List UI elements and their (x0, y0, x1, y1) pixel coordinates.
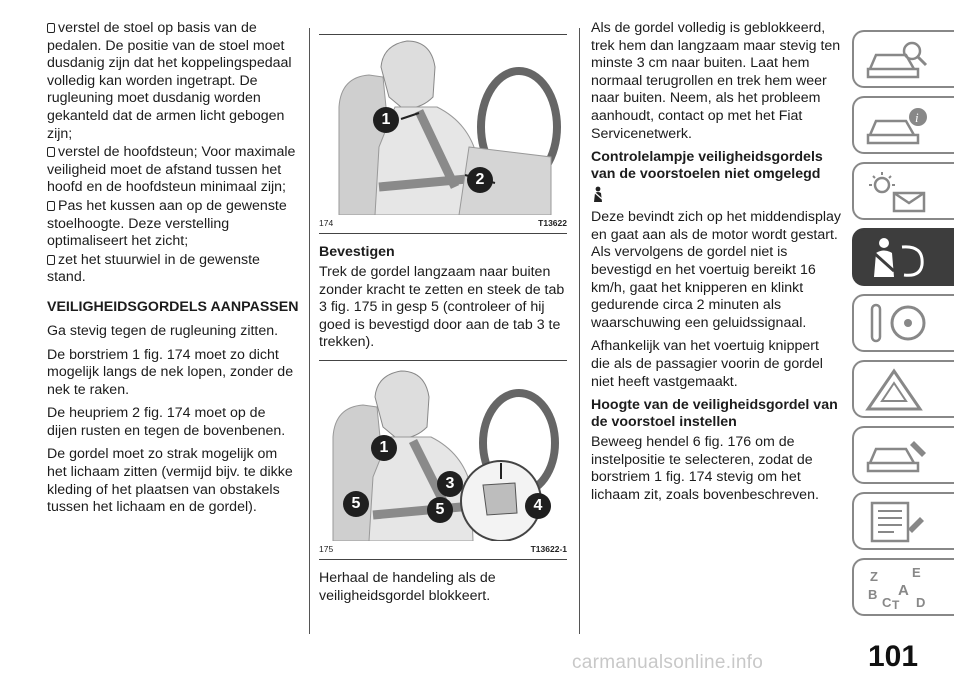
tab-key-steering[interactable] (852, 294, 954, 352)
driver-seatbelt-illustration (319, 37, 567, 215)
paragraph: De gordel moet zo strak mogelijk om het lichaam zitten (vermijd bijv. te dikke kleding of het plaatsen van obstakels tussen het lichaam en de gordel). (47, 446, 293, 516)
seatbelt-airbag-icon (864, 235, 934, 281)
car-search-icon (864, 37, 934, 83)
column-divider (309, 28, 310, 634)
figure-174 (319, 34, 567, 234)
section-heading: Controlelampje veiligheidsgordels van de voorstoelen niet omgelegd (591, 149, 823, 183)
column-2 (319, 34, 567, 611)
paragraph: Afhankelijk van het voertuig knippert die als de passagier voorin de gordel niet heeft vastgemaakt. (591, 338, 823, 390)
bullet-icon (47, 201, 55, 211)
tab-warning-lights[interactable] (852, 162, 954, 220)
section-heading: Bevestigen (319, 244, 395, 260)
callout-3: 3 (437, 471, 463, 497)
bullet-item: Pas het kussen aan op de gewenste stoelhoogte. Deze verstelling optimaliseert het zicht; (47, 197, 287, 250)
figure-175-illustration (319, 363, 567, 541)
paragraph: De borstriem 1 fig. 174 moet zo dicht mogelijk langs de nek lopen, zonder de nek te raken. (47, 346, 294, 398)
callout-1: 1 (371, 435, 397, 461)
bullet-item: verstel de stoel op basis van de pedalen. De positie van de stoel moet dusdanig zijn dat het koppelingspedaal volledig kan worden ingetrapt. De rugleuning moet dusdanig worden gekanteld dat de armen licht gebogen zijn; (47, 20, 292, 142)
paragraph: Deze bevindt zich op het middendisplay en gaat aan als de motor wordt gestart. Als vervolgens de gordel niet is bevestigd en het voertuig bereikt 16 km/h, gaat het knipperen en klinkt gedurende circa 2 minuten als waarschuwing een geluidssignaal. (591, 209, 842, 331)
bullet-icon (47, 147, 55, 157)
index-letter: B (868, 587, 878, 602)
paragraph: Trek de gordel langzaam naar buiten zonder kracht te zetten en steek de tab 3 fig. 175 in gesp 5 (controleer of hij goed is bevestigd door aan de tab 3 te trekken). (319, 264, 565, 351)
index-letter: E (912, 565, 921, 580)
callout-2: 2 (467, 167, 493, 193)
watermark: carmanualsonline.info (572, 652, 764, 673)
figure-175 (319, 360, 567, 560)
callout-1: 1 (373, 107, 399, 133)
callout-5: 5 (343, 491, 369, 517)
bullet-item: zet het stuurwiel in de gewenste stand. (47, 251, 260, 286)
car-service-icon (864, 433, 934, 479)
paragraph: Herhaal de handeling als de veiligheidsgordel blokkeert. (319, 569, 496, 604)
paragraph: Ga stevig tegen de rugleuning zitten. (47, 322, 279, 339)
warning-lights-icon (864, 169, 934, 215)
key-steering-icon (864, 301, 934, 347)
column-divider (579, 28, 580, 634)
figure-code: T13622-1 (530, 543, 567, 554)
tab-car-info[interactable] (852, 96, 954, 154)
index-letter: C (882, 595, 892, 610)
figure-number: 175 (319, 543, 334, 554)
specs-list-icon (864, 499, 934, 545)
tab-car-service[interactable] (852, 426, 954, 484)
tab-specs-list[interactable] (852, 492, 954, 550)
tab-car-search[interactable] (852, 30, 954, 88)
bullet-item: verstel de hoofdsteun; Voor maximale veiligheid moet de afstand tussen het hoofd en de hoofdsteun minimaal zijn; (47, 144, 296, 196)
figure-174-illustration (319, 37, 567, 215)
figure-code: T13622 (538, 218, 567, 228)
tab-warning-triangle[interactable] (852, 360, 954, 418)
index-letter: Z (870, 569, 878, 584)
tab-seatbelt-airbag[interactable] (852, 228, 954, 286)
figure-caption (319, 215, 567, 233)
paragraph: De heupriem 2 fig. 174 moet op de dijen rusten en tegen de bovenbenen. (47, 405, 286, 439)
figure-number: 174 (319, 218, 334, 228)
callout-4: 4 (525, 493, 551, 519)
bullet-icon (47, 23, 55, 33)
car-info-icon (864, 103, 934, 149)
svg-text:i: i (915, 110, 919, 125)
index-letter: A (898, 582, 909, 599)
page-number: 101 (868, 640, 919, 673)
index-letters-icon (864, 565, 934, 611)
column-3 (591, 20, 841, 510)
callout-5: 5 (427, 497, 453, 523)
bullet-icon (47, 255, 55, 265)
index-letter: D (916, 595, 926, 610)
index-letter: T (892, 598, 900, 611)
paragraph: Beweeg hendel 6 fig. 176 om de instelpositie te selecteren, zodat de borstriem 1 fig. 174 stevig om het lichaam zit, zoals bovenbeschreven. (591, 434, 819, 503)
column-1 (47, 20, 299, 523)
warning-triangle-icon (864, 367, 934, 413)
paragraph: Als de gordel volledig is geblokkeerd, trek hem dan langzaam maar stevig ten minste 3 cm naar buiten. Laat hem normaal terugrollen en trek hem weer naar buiten. Neem, als het probleem aanhoudt, contact op met het Fiat Servicenetwerk. (591, 20, 841, 142)
section-heading: VEILIGHEIDSGORDELS AANPASSEN (47, 298, 299, 315)
seatbelt-warning-icon (591, 186, 605, 207)
tab-index[interactable] (852, 558, 954, 616)
section-heading: Hoogte van de veiligheidsgordel van de voorstoel instellen (591, 397, 838, 431)
figure-caption (319, 541, 567, 559)
